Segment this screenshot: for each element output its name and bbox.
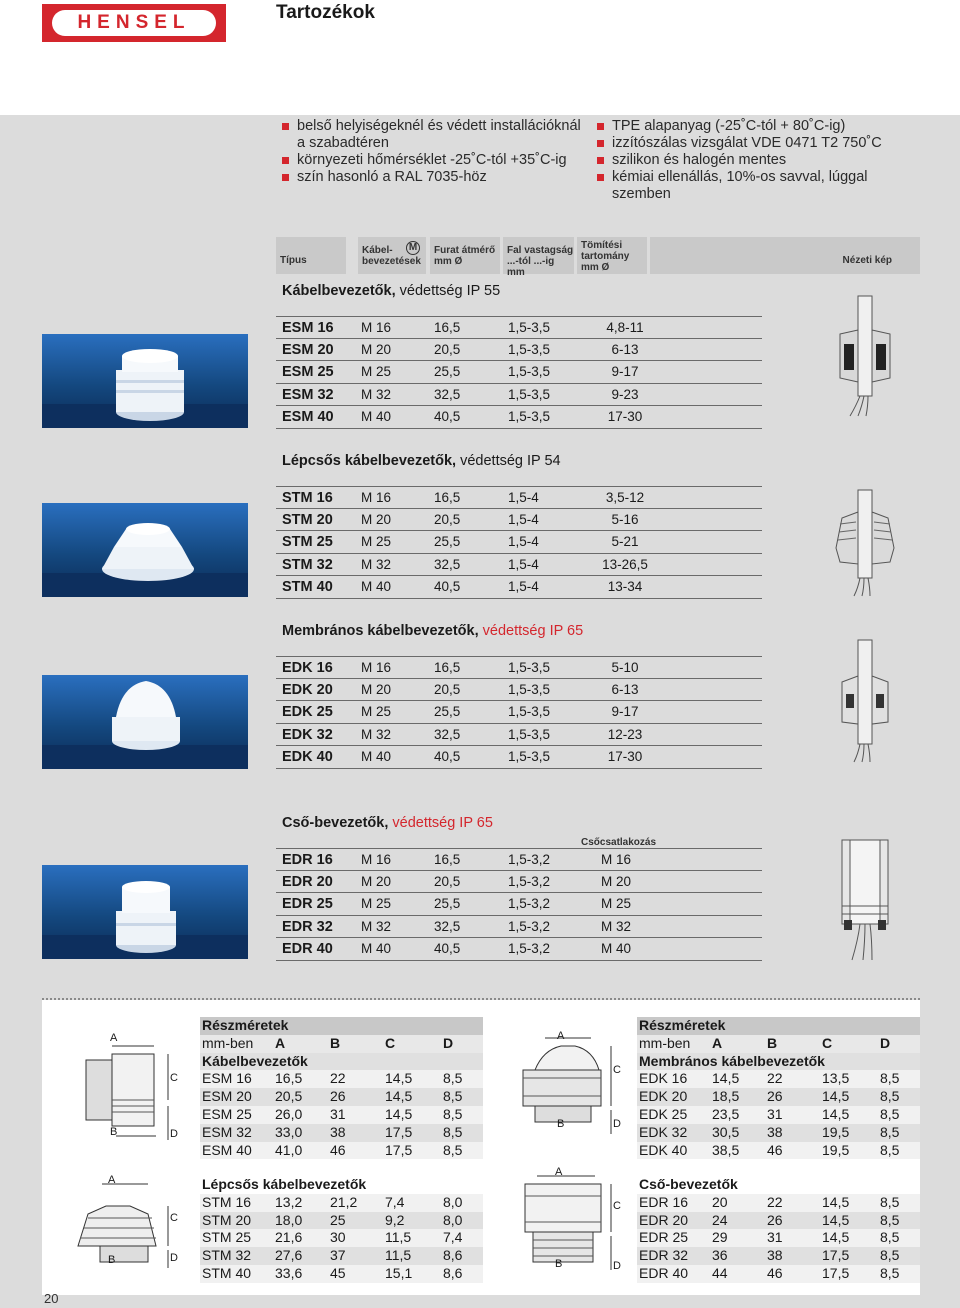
table-row: ESM 32 M 32 32,5 1,5-3,5 9-23 — [276, 384, 762, 407]
dim-label-a: A — [555, 1166, 563, 1178]
col-header-wall: Fal vastagság ...-tól ...-ig mm — [503, 237, 574, 274]
bullet-item: szilikon és halogén mentes — [597, 152, 897, 169]
bullet-item: kémiai ellenállás, 10%-os savval, lúggal szemben — [597, 169, 897, 203]
bullet-item: TPE alapanyag (-25˚C-tól + 80˚C-ig) — [597, 118, 897, 135]
table-row: EDK 20 M 20 20,5 1,5-3,5 6-13 — [276, 679, 762, 702]
dim-table-esm — [200, 1017, 483, 1159]
dim-label-d: D — [170, 1128, 178, 1140]
dim-table-edk — [637, 1017, 920, 1159]
table-row: EDK 32 30,5 38 19,5 8,5 — [637, 1124, 920, 1142]
table-row: STM 20 M 20 20,5 1,5-4 5-16 — [276, 509, 762, 532]
dimension-drawing-edk — [515, 1030, 625, 1145]
table-row: EDK 20 18,5 26 14,5 8,5 — [637, 1088, 920, 1106]
table-row: EDR 20 24 26 14,5 8,5 — [637, 1212, 920, 1230]
feature-list-right — [597, 118, 897, 203]
table-row: ESM 16 16,5 22 14,5 8,5 — [200, 1070, 483, 1088]
table-row: EDR 16 M 16 16,5 1,5-3,2 M 16 — [276, 848, 762, 871]
product-photo-edr — [42, 865, 248, 959]
table-row: EDK 40 38,5 46 19,5 8,5 — [637, 1142, 920, 1160]
table-row: EDK 40 M 40 40,5 1,5-3,5 17-30 — [276, 746, 762, 769]
table-category: Kábelbevezetők — [200, 1053, 483, 1071]
dim-label-b: B — [108, 1254, 116, 1266]
page-header — [0, 0, 960, 115]
table-title: Részméretek — [200, 1017, 483, 1035]
dimension-drawing-stm — [72, 1174, 182, 1279]
section-title-edr: Cső-bevezetők, védettség IP 65 — [282, 815, 493, 831]
table-row: STM 25 21,6 30 11,5 7,4 — [200, 1229, 483, 1247]
table-row: EDK 25 M 25 25,5 1,5-3,5 9-17 — [276, 701, 762, 724]
table-edr — [276, 848, 762, 961]
dim-label-a: A — [110, 1032, 118, 1044]
table-row: STM 40 M 40 40,5 1,5-4 13-34 — [276, 576, 762, 599]
product-photo-edk — [42, 675, 248, 769]
dim-label-b: B — [555, 1258, 563, 1270]
technical-drawing-edr — [830, 836, 900, 969]
technical-drawing-edk — [830, 638, 900, 769]
dimension-drawing-esm — [72, 1030, 182, 1150]
dim-label-d: D — [613, 1118, 621, 1130]
table-row: EDR 32 36 38 17,5 8,5 — [637, 1247, 920, 1265]
product-photo-stm — [42, 503, 248, 597]
table-row: ESM 20 M 20 20,5 1,5-3,5 6-13 — [276, 339, 762, 362]
table-row: ESM 32 33,0 38 17,5 8,5 — [200, 1124, 483, 1142]
table-row: ESM 40 41,0 46 17,5 8,5 — [200, 1142, 483, 1160]
dim-label-b: B — [110, 1126, 118, 1138]
dim-label-c: C — [613, 1064, 621, 1076]
bullet-item: izzítószálas vizsgálat VDE 0471 T2 750˚C — [597, 135, 897, 152]
table-row: STM 16 M 16 16,5 1,5-4 3,5-12 — [276, 486, 762, 509]
section-title-stm: Lépcsős kábelbevezetők, védettség IP 54 — [282, 453, 561, 469]
dim-label-c: C — [170, 1072, 178, 1084]
table-header: mm-ben A B C D — [637, 1035, 920, 1053]
dimension-drawing-edr — [515, 1166, 625, 1281]
dim-label-c: C — [613, 1200, 621, 1212]
table-row: ESM 25 M 25 25,5 1,5-3,5 9-17 — [276, 361, 762, 384]
table-category: Lépcsős kábelbevezetők — [200, 1176, 483, 1194]
dim-label-a: A — [557, 1030, 565, 1042]
feature-list-left — [282, 118, 592, 186]
table-row: ESM 40 M 40 40,5 1,5-3,5 17-30 — [276, 406, 762, 429]
hensel-logo — [42, 4, 226, 42]
table-row: STM 25 M 25 25,5 1,5-4 5-21 — [276, 531, 762, 554]
table-row: ESM 20 20,5 26 14,5 8,5 — [200, 1088, 483, 1106]
table-row: STM 32 M 32 32,5 1,5-4 13-26,5 — [276, 554, 762, 577]
col-header-cable-entry: Kábel- bevezetések M — [358, 237, 426, 274]
product-photo-esm — [42, 334, 248, 428]
col-header-view: Nézeti kép — [650, 237, 920, 274]
dim-label-b: B — [557, 1118, 565, 1130]
table-row: EDR 16 20 22 14,5 8,5 — [637, 1194, 920, 1212]
technical-drawing-esm — [830, 294, 900, 423]
bullet-item: környezeti hőmérséklet -25˚C-tól +35˚C-ig — [282, 152, 592, 169]
table-row: EDR 40 44 46 17,5 8,5 — [637, 1265, 920, 1283]
table-row: EDR 20 M 20 20,5 1,5-3,2 M 20 — [276, 871, 762, 894]
table-row: EDR 25 M 25 25,5 1,5-3,2 M 25 — [276, 893, 762, 916]
table-row: EDK 16 M 16 16,5 1,5-3,5 5-10 — [276, 656, 762, 679]
table-category: Cső-bevezetők — [637, 1176, 920, 1194]
section-title-edk: Membrános kábelbevezetők, védettség IP 65 — [282, 623, 584, 639]
dim-table-edr — [637, 1176, 920, 1283]
table-row: EDK 32 M 32 32,5 1,5-3,5 12-23 — [276, 724, 762, 747]
dim-label-d: D — [170, 1252, 178, 1264]
table-edk — [276, 656, 762, 769]
table-esm — [276, 316, 762, 429]
pipe-connection-header: Csőcsatlakozás — [581, 837, 657, 848]
table-row: EDR 25 29 31 14,5 8,5 — [637, 1229, 920, 1247]
table-row: ESM 16 M 16 16,5 1,5-3,5 4,8-11 — [276, 316, 762, 339]
dim-label-c: C — [170, 1212, 178, 1224]
col-header-seal: Tömítési tartomány mm Ø — [577, 237, 647, 274]
col-header-type: Típus — [276, 237, 346, 274]
table-row: STM 40 33,6 45 15,1 8,6 — [200, 1265, 483, 1283]
table-row: EDK 25 23,5 31 14,5 8,5 — [637, 1106, 920, 1124]
table-row: STM 16 13,2 21,2 7,4 8,0 — [200, 1194, 483, 1212]
table-row: STM 20 18,0 25 9,2 8,0 — [200, 1212, 483, 1230]
table-title: Részméretek — [637, 1017, 920, 1035]
table-stm — [276, 486, 762, 599]
col-header-bore: Furat átmérő mm Ø — [430, 237, 500, 274]
table-row: ESM 25 26,0 31 14,5 8,5 — [200, 1106, 483, 1124]
table-row: EDR 32 M 32 32,5 1,5-3,2 M 32 — [276, 916, 762, 939]
dim-table-stm — [200, 1176, 483, 1283]
table-header: mm-ben A B C D — [200, 1035, 483, 1053]
technical-drawing-stm — [830, 488, 900, 603]
page-title: Tartozékok — [276, 2, 375, 23]
dim-label-a: A — [108, 1174, 116, 1186]
table-row: EDK 16 14,5 22 13,5 8,5 — [637, 1070, 920, 1088]
m-badge: M — [406, 241, 420, 255]
table-row: STM 32 27,6 37 11,5 8,6 — [200, 1247, 483, 1265]
table-row: EDR 40 M 40 40,5 1,5-3,2 M 40 — [276, 938, 762, 961]
bullet-item: szín hasonló a RAL 7035-höz — [282, 169, 592, 186]
page-number: 20 — [44, 1291, 59, 1306]
table-category: Membrános kábelbevezetők — [637, 1053, 920, 1071]
bullet-item: belső helyiségeknél és védett installációknál a szabadtéren — [282, 118, 592, 152]
logo-text: HENSEL — [77, 12, 191, 33]
section-title-esm: Kábelbevezetők, védettség IP 55 — [282, 283, 501, 299]
dim-label-d: D — [613, 1260, 621, 1272]
